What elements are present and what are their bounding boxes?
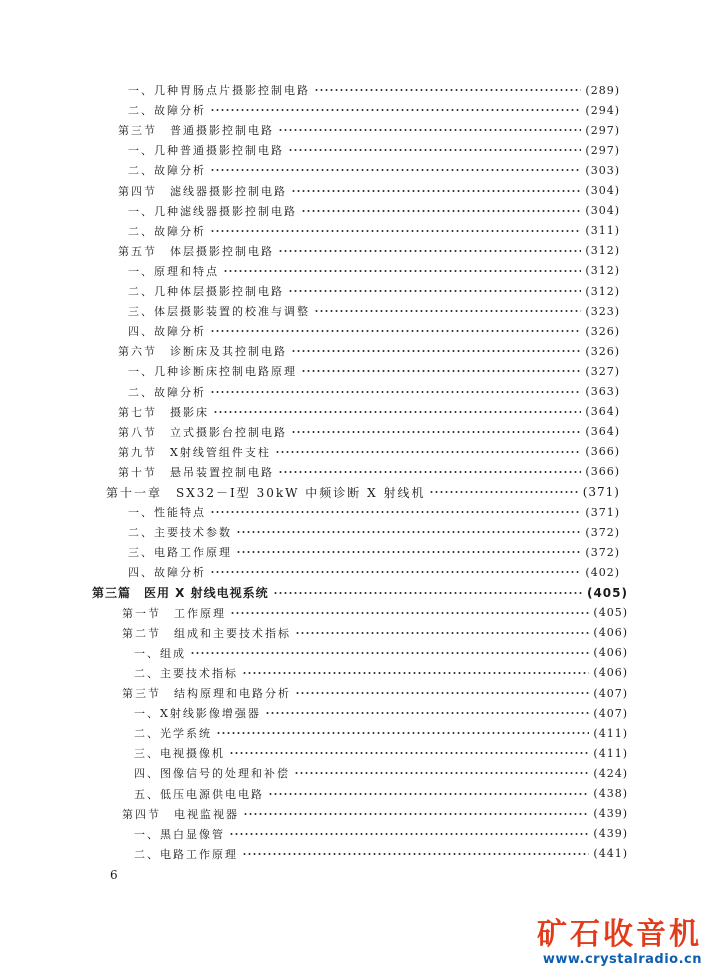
toc-entry-title: 第七节 摄影床 [118,405,209,419]
toc-leader-dots [243,811,589,817]
toc-leader-dots [314,308,581,314]
toc-entry[interactable] [128,261,620,281]
toc-entry[interactable] [128,321,620,341]
watermark [537,918,702,967]
toc-leader-dots [210,569,581,575]
toc-entry-page: (326) [585,344,620,358]
toc-leader-dots [210,389,581,395]
toc-entry-page: (407) [593,686,628,700]
toc-entry-page: (439) [593,827,628,841]
toc-entry-page: (304) [585,184,620,197]
toc-leader-dots [265,710,590,716]
toc-entry[interactable] [134,663,628,683]
toc-entry-title: 二、故障分析 [128,224,206,238]
toc-entry[interactable] [128,140,620,160]
toc-leader-dots [295,690,589,696]
toc-entry-title: 第一节 工作原理 [122,606,226,620]
toc-entry-title: 第八节 立式摄影台控制电路 [118,425,287,439]
toc-entry[interactable] [128,221,620,241]
toc-entry[interactable] [128,201,620,221]
toc-entry-title: 一、组成 [134,646,186,660]
toc-entry[interactable] [118,462,620,482]
toc-entry-title: 四、图像信号的处理和补偿 [134,767,290,781]
toc-leader-dots [294,770,589,776]
toc-entry[interactable] [106,482,620,502]
toc-entry-page: (406) [593,626,628,640]
toc-entry-page: (438) [593,787,628,800]
toc-entry-title: 第六节 诊断床及其控制电路 [118,345,287,359]
toc-leader-dots [216,730,589,736]
toc-entry[interactable] [118,181,620,201]
toc-entry-title: 二、几种体层摄影控制电路 [128,285,284,298]
toc-entry-page: (326) [585,324,620,338]
toc-leader-dots [213,409,581,415]
toc-entry-title: 一、几种滤线器摄影控制电路 [128,204,297,218]
toc-leader-dots [278,248,581,254]
toc-entry-page: (411) [593,726,628,740]
toc-entry-page: (323) [585,304,620,318]
toc-leader-dots [295,630,589,636]
toc-entry[interactable] [134,703,628,723]
toc-entry-title: 一、原理和特点 [128,264,219,278]
toc-entry-title: 二、故障分析 [128,385,206,399]
toc-leader-dots [429,489,578,495]
toc-entry-page: (364) [585,405,620,419]
toc-entry-page: (439) [593,807,628,821]
toc-entry-title: 二、主要技术指标 [134,666,238,680]
toc-entry[interactable] [128,301,620,321]
toc-entry-title: 一、几种普通摄影控制电路 [128,144,284,158]
toc-leader-dots [273,590,583,596]
toc-entry[interactable] [134,844,628,864]
toc-entry-title: 第三节 普通摄影控制电路 [118,124,274,138]
toc-entry-page: (402) [585,565,620,579]
toc-entry-page: (366) [585,445,620,459]
toc-leader-dots [288,288,581,294]
toc-entry[interactable] [134,743,628,763]
toc-entry-title: 四、故障分析 [128,566,206,580]
toc-leader-dots [223,268,581,274]
toc-entry-title: 一、几种胃肠点片摄影控制电路 [128,84,310,97]
toc-entry[interactable] [122,623,628,643]
toc-leader-dots [210,107,581,113]
toc-entry[interactable] [118,241,620,261]
toc-leader-dots [288,147,581,153]
toc-leader-dots [210,167,581,173]
toc-entry-title: 第九节 X射线管组件支柱 [118,445,271,459]
toc-entry-page: (406) [593,666,628,680]
toc-entry-title: 二、光学系统 [134,727,212,741]
toc-leader-dots [236,549,581,555]
toc-entry-title: 第五节 体层摄影控制电路 [118,244,274,258]
toc-entry-page: (406) [593,646,628,660]
toc-entry-page: (312) [585,284,620,298]
toc-entry-title: 四、故障分析 [128,325,206,339]
toc-entry[interactable] [92,583,628,603]
watermark-url: www.crystalradio.cn [542,952,702,967]
toc-entry-page: (363) [585,385,620,398]
toc-leader-dots [314,87,581,93]
toc-entry[interactable] [118,341,620,361]
toc-entry-page: (371) [582,485,620,499]
toc-entry-page: (304) [585,204,620,218]
toc-entry[interactable] [128,562,620,582]
toc-entry-title: 二、故障分析 [128,164,206,178]
toc-entry[interactable] [128,80,620,100]
toc-entry-page: (371) [585,505,620,519]
toc-entry-title: 第二节 组成和主要技术指标 [122,626,291,640]
toc-leader-dots [210,509,581,515]
toc-entry-page: (441) [593,847,628,861]
toc-leader-dots [210,228,581,234]
toc-leader-dots [278,469,581,475]
toc-entry-title: 第三篇 医用 X 射线电视系统 [92,586,269,600]
toc-entry-page: (327) [585,364,620,378]
toc-entry-page: (312) [585,264,620,278]
toc-entry[interactable] [118,422,620,442]
toc-leader-dots [291,188,581,194]
toc-leader-dots [230,610,589,616]
toc-entry-title: 二、电路工作原理 [134,847,238,861]
page-number: 6 [110,868,118,882]
toc-entry-title: 一、X射线影像增强器 [134,707,261,721]
toc-leader-dots [301,208,581,214]
toc-entry-page: (405) [593,606,628,620]
toc-entry[interactable] [134,824,628,844]
toc-entry[interactable] [118,442,620,462]
toc-entry-title: 三、电视摄像机 [134,747,225,761]
toc-entry[interactable] [122,603,628,623]
toc-entry-title: 三、电路工作原理 [128,546,232,560]
toc-entry-title: 第三节 结构原理和电路分析 [122,687,291,700]
toc-leader-dots [229,750,589,756]
toc-leader-dots [275,449,582,455]
toc-leader-dots [242,851,589,857]
toc-entry-page: (289) [585,83,620,97]
toc-entry-title: 一、几种诊断床控制电路原理 [128,365,297,379]
toc-entry-page: (297) [585,143,620,157]
toc-entry-page: (366) [585,465,620,479]
toc-entry[interactable] [128,361,620,381]
toc-entry-page: (407) [593,706,628,720]
toc-entry[interactable] [134,763,628,783]
toc-entry-title: 第四节 滤线器摄影控制电路 [118,184,287,198]
toc-entry-title: 三、体层摄影装置的校准与调整 [128,305,310,319]
toc-entry-title: 二、故障分析 [128,104,206,118]
toc-entry-page: (372) [585,545,620,559]
toc-entry-title: 第十节 悬吊装置控制电路 [118,465,274,479]
toc-entry[interactable] [122,683,628,703]
toc-entry[interactable] [128,382,620,402]
toc-leader-dots [242,670,589,676]
toc-leader-dots [268,791,589,797]
toc-leader-dots [229,831,589,837]
toc-entry-page: (411) [593,746,628,760]
toc-entry-title: 第四节 电视监视器 [122,807,239,821]
toc-entry[interactable] [128,522,620,542]
toc-entry[interactable] [118,120,620,140]
toc-entry[interactable] [118,402,620,422]
toc-entry-page: (372) [585,525,620,539]
toc-leader-dots [278,127,581,133]
toc-entry-page: (312) [585,244,620,258]
toc-entry-title: 一、黑白显像管 [134,827,225,841]
toc-entry-page: (294) [585,103,620,117]
toc-entry[interactable] [134,784,628,804]
toc-entry-title: 二、主要技术参数 [128,526,232,540]
toc-leader-dots [301,368,581,374]
toc-entry-page: (364) [585,425,620,439]
toc-entry[interactable] [128,281,620,301]
toc-entry-title: 一、性能特点 [128,506,206,520]
toc-entry[interactable] [128,502,620,522]
toc-entry-title: 五、低压电源供电电路 [134,787,264,801]
toc-entry-page: (424) [593,766,628,780]
toc-leader-dots [291,429,581,435]
toc-entry[interactable] [128,542,620,562]
toc-entry-page: (303) [585,163,620,177]
toc-entry[interactable] [128,160,620,180]
toc-entry[interactable] [122,804,628,824]
toc-entry-title: 第十一章 SX32－I型 30kW 中频诊断 X 射线机 [106,485,426,500]
toc-entry-page: (311) [585,224,620,238]
toc-leader-dots [190,650,589,656]
toc-entry-page: (405) [586,585,628,600]
toc-leader-dots [210,328,581,334]
watermark-logo: 矿石收音机 [537,917,702,952]
toc-entry[interactable] [134,723,628,743]
toc-entry[interactable] [128,100,620,120]
toc-leader-dots [291,348,581,354]
toc-entry[interactable] [134,643,628,663]
toc-entry-page: (297) [585,123,620,137]
toc-leader-dots [236,529,581,535]
